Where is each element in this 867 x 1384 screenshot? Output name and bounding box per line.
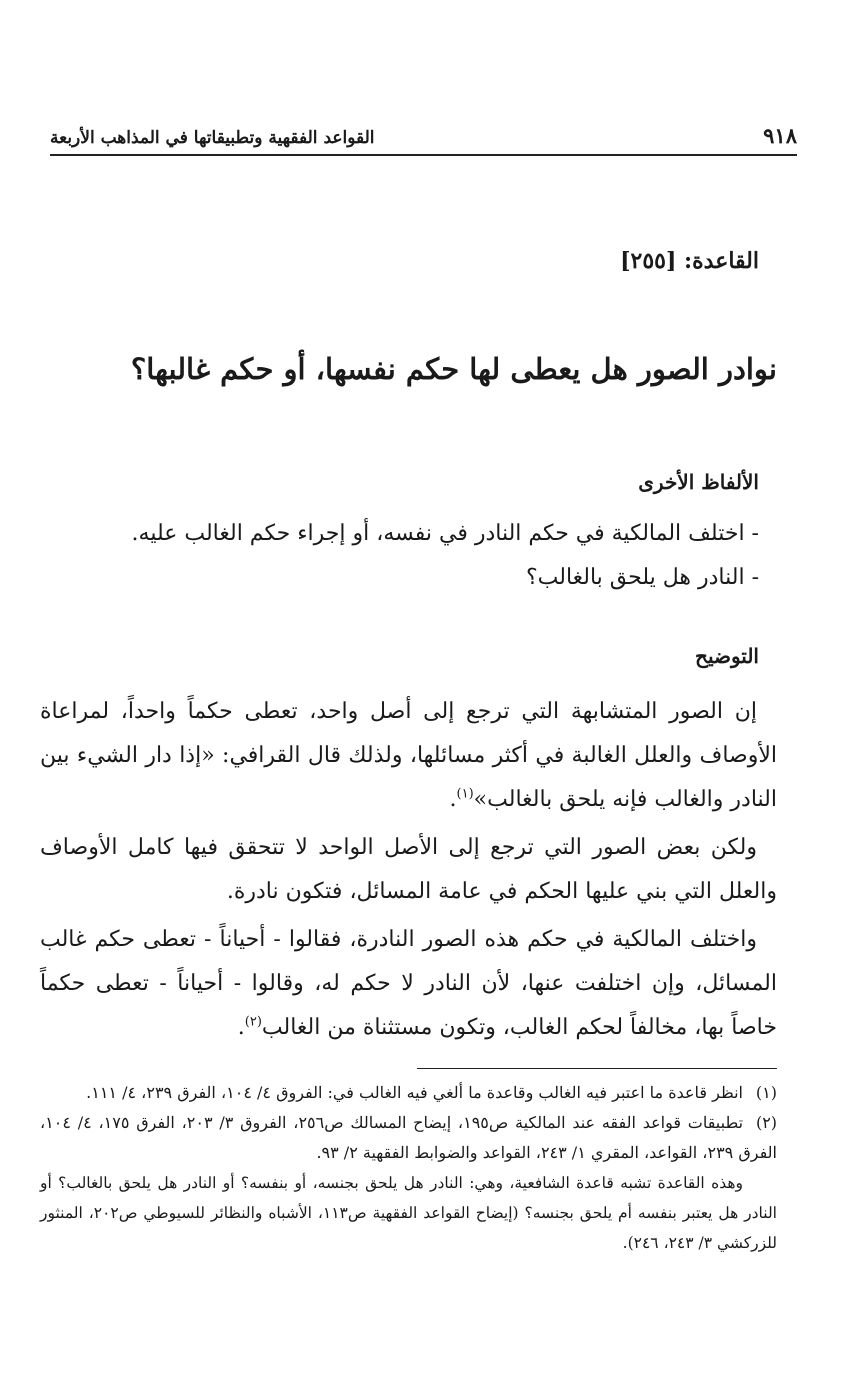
footnote <box>40 1078 777 1108</box>
body-paragraph <box>40 918 777 1050</box>
footnotes <box>40 1078 777 1258</box>
rule-label: القاعدة: [٢٥٥] <box>620 248 759 274</box>
footnote-text: تطبيقات قواعد الفقه عند المالكية ص١٩٥، إيضاح المسالك ص٢٥٦، الفروق ٣/ ٢٠٣، الفرق ١٧٥، ٤/ ١٠٤، الفرق ٢٣٩، القواعد، المقري ١/ ٢٤٣، القواعد والضوابط الفقهية ٢/ ٩٣. <box>40 1113 777 1162</box>
footnote-reference[interactable]: (٢) <box>244 1014 262 1030</box>
paragraph-text: ولكن بعض الصور التي ترجع إلى الأصل الواحد لا تتحقق فيها كامل الأوصاف والعلل التي بني عليها الحكم في عامة المسائل، فتكون نادرة. <box>40 835 777 904</box>
body-paragraph <box>40 826 777 914</box>
footnote-number: (١) <box>755 1083 777 1102</box>
paragraph-end: . <box>237 1015 245 1040</box>
explanation-heading: التوضيح <box>695 644 759 668</box>
footnote-note: وهذه القاعدة تشبه قاعدة الشافعية، وهي: النادر هل يلحق بجنسه، أو بنفسه؟ أو النادر هل يلحق بالغالب؟ أو النادر هل يعتبر بنفسه أم يلحق بجنسه؟ (إيضاح القواعد الفقهية ص١١٣، الأشباه والنظائر للسيوطي ص٢٠٢، المنثور للزركشي ٣/ ٢٤٣، ٢٤٦). <box>40 1174 777 1252</box>
running-title: القواعد الفقهية وتطبيقاتها في المذاهب الأربعة <box>50 128 375 148</box>
paragraph-text: واختلف المالكية في حكم هذه الصور النادرة، فقالوا - أحياناً - تعطى حكم غالب المسائل، وإن اختلفت عنها، لأن النادر لا حكم له، وقالوا - أحياناً - تعطى حكماً خاصاً بها، مخالفاً لحكم الغالب، وتكون مستثناة من الغالب <box>40 927 777 1040</box>
paragraph-text: إن الصور المتشابهة التي ترجع إلى أصل واحد، تعطى حكماً واحداً، لمراعاة الأوصاف والعلل الغالبة في أكثر مسائلها، ولذلك قال القرافي: «إذا دار الشيء بين النادر والغالب فإنه يلحق بالغالب» <box>40 699 777 812</box>
list-item: - النادر هل يلحق بالغالب؟ <box>525 565 759 590</box>
footnote-number: (٢) <box>755 1113 778 1132</box>
footnote-separator <box>417 1068 777 1069</box>
paragraph-end: . <box>449 787 457 812</box>
footnote <box>40 1108 777 1168</box>
alternative-wordings-heading: الألفاظ الأخرى <box>638 470 759 494</box>
footnote-text: انظر قاعدة ما اعتبر فيه الغالب وقاعدة ما ألغي فيه الغالب في: الفروق ٤/ ١٠٤، الفرق ٢٣٩، ٤/ ١١١. <box>86 1083 743 1102</box>
alternative-wordings-list <box>40 512 759 600</box>
footnote-reference[interactable]: (١) <box>456 786 474 802</box>
list-item: - اختلف المالكية في حكم النادر في نفسه، أو إجراء حكم الغالب عليه. <box>131 521 759 546</box>
body-paragraph <box>40 690 777 822</box>
main-title: نوادر الصور هل يعطى لها حكم نفسها، أو حكم غالبها؟ <box>130 352 777 386</box>
page-number: ٩١٨ <box>763 123 797 148</box>
page-header <box>50 112 797 156</box>
